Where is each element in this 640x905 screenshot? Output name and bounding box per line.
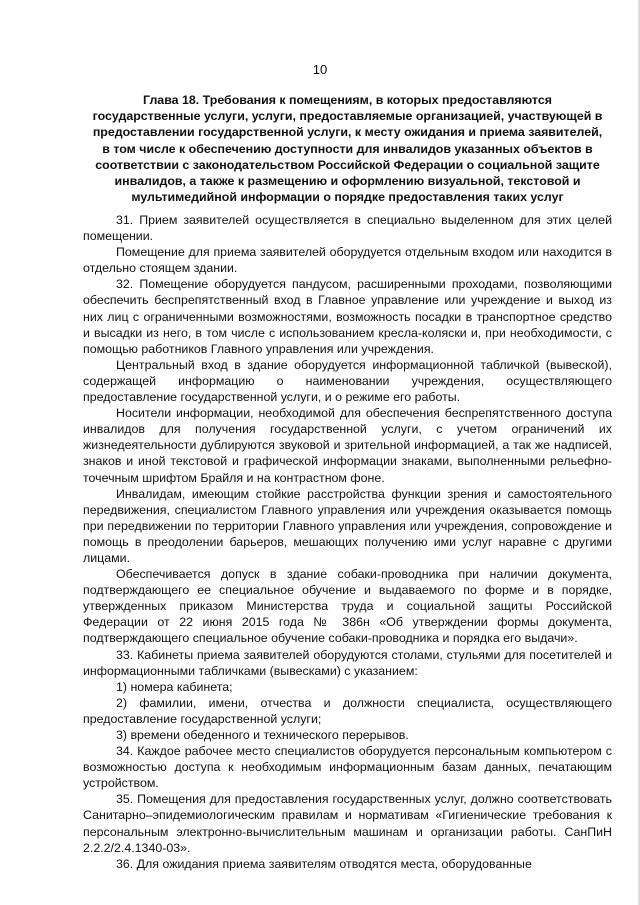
paragraph-35: 35. Помещения для предоставления государственных услуг, должно соответствовать Санитарно–эпидемиологическим правилам и нормативам «Гигиенические требования к персональным электронно-вычислительным машинам и организации работы. СанПиН 2.2.2/2.4.1340-03».	[83, 792, 612, 855]
paragraph-34: 34. Каждое рабочее место специалистов оборудуется персональным компьютером с возможностью доступа к необходимым информационным базам данных, печатающим устройством.	[83, 744, 612, 791]
paragraph: Обеспечивается допуск в здание собаки-проводника при наличии документа, подтверждающего ее специальное обучение и выдаваемого по форме и в порядке, утвержденных приказом Министерства труда и социальной защиты Российской Федерации от 22 июня 2015 года № 386н «Об утверждении формы документа, подтверждающего специальное обучение собаки-проводника и порядка его выдачи».	[83, 567, 612, 646]
heading-line: мультимедийной информации о порядке предоставления таких услуг	[131, 190, 564, 205]
paragraph-31: 31. Прием заявителей осуществляется в специально выделенном для этих целей помещении.	[83, 213, 612, 244]
chapter-heading	[83, 92, 612, 205]
list-item: 3) времени обеденного и технического перерывов.	[116, 728, 409, 742]
heading-line: соответствии с законодательством Российской Федерации о социальной защите	[95, 157, 600, 172]
paragraph: Центральный вход в здание оборудуется информационной табличкой (вывеской), содержащей информацию о наименовании учреждения, осуществляющего предоставление государственной услуги, и о режиме его работы.	[83, 357, 612, 405]
heading-line: Глава 18. Требования к помещениям, в которых предоставляются	[143, 93, 552, 107]
list-item: 1) номера кабинета;	[116, 679, 233, 694]
paragraph: Инвалидам, имеющим стойкие расстройства функции зрения и самостоятельного передвижения, специалистом Главного управления или учреждения оказывается помощь при передвижении по территории Главного управления или учреждения, сопровождение и помощь в преодолении барьеров, мешающих получению ими услуг наравне с другими лицами.	[83, 486, 612, 565]
list-item: 2) фамилии, имени, отчества и должности специалиста, осуществляющего предоставление государственной услуги;	[83, 695, 612, 726]
document-body	[83, 212, 612, 872]
paragraph: Помещение для приема заявителей оборудуется отдельным входом или находится в отдельно стоящем здании.	[83, 245, 612, 276]
heading-line: предоставлении государственной услуги, к месту ожидания и приема заявителей,	[92, 125, 603, 140]
heading-line: государственные услуги, услуги, предоставляемые организацией, участвующей в	[92, 109, 603, 124]
page-number: 10	[312, 62, 328, 77]
heading-line: в том числе к обеспечению доступности для инвалидов указанных объектов в	[102, 141, 593, 156]
paragraph: Носители информации, необходимой для обеспечения беспрепятственного доступа инвалидов для получения государственной услуги, с учетом ограничений их жизнедеятельности дублируются звуковой и зрительной информацией, а так же надписей, знаков и иной текстовой и графической информации знаками, выполненными рельефно-точечным шрифтом Брайля и на контрастном фоне.	[83, 406, 612, 485]
paragraph-33: 33. Кабинеты приема заявителей оборудуются столами, стульями для посетителей и информационными табличками (вывесками) с указанием:	[83, 647, 612, 678]
heading-line: инвалидов, а также к размещению и оформлению визуальной, текстовой и	[114, 174, 581, 189]
paragraph-32: 32. Помещение оборудуется пандусом, расширенными проходами, позволяющими обеспечить беспрепятственный вход в Главное управление или учреждение и выход из них лиц с ограниченными возможностями, возможность посадки в транспортное средство и высадки из него, в том числе с использованием кресла-коляски и, при необходимости, с помощью работников Главного управления или учреждения.	[83, 277, 612, 356]
paragraph-36: 36. Для ожидания приема заявителям отводятся места, оборудованные	[116, 856, 532, 871]
